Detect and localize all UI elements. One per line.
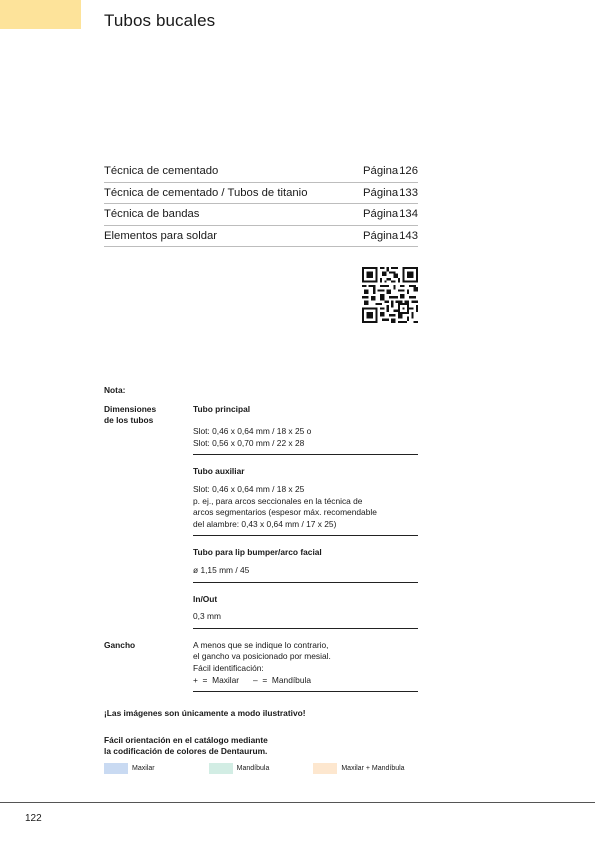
- toc-label: Técnica de cementado / Tubos de titanio: [104, 186, 308, 199]
- aux-tube-text: Slot: 0,46 x 0,64 mm / 18 x 25: [193, 483, 305, 494]
- header-color-tab: [0, 0, 81, 29]
- aux-tube-text: p. ej., para arcos seccionales en la técnica de: [193, 495, 363, 506]
- toc-page-word: Página: [363, 229, 399, 242]
- nota-label: Nota:: [104, 385, 126, 395]
- main-tube-slot: Slot: 0,46 x 0,64 mm / 18 x 25 o: [193, 426, 312, 437]
- hook-text: el gancho va posicionado por mesial.: [193, 651, 331, 662]
- toc-row[interactable]: [104, 204, 418, 226]
- toc-page-number: 133: [399, 186, 418, 199]
- aux-tube-text: del alambre: 0,43 x 0,64 mm / 17 x 25): [193, 518, 337, 529]
- hook-block: [193, 640, 418, 692]
- legend-item-maxilar-mandibula: [313, 763, 418, 774]
- hook-identification: + = Maxilar – = Mandíbula: [193, 674, 312, 685]
- hook-row: [104, 640, 418, 708]
- main-tube-heading: Tubo principal: [193, 403, 251, 414]
- toc-page-word: Página: [363, 186, 399, 199]
- legend-label: Mandíbula: [236, 764, 270, 772]
- dimensions-key-line: de los tubos: [104, 415, 154, 426]
- hook-text: A menos que se indique lo contrario,: [193, 639, 329, 650]
- notes-section: [104, 385, 418, 774]
- toc-label: Elementos para soldar: [104, 229, 218, 242]
- in-out-heading: In/Out: [193, 593, 218, 604]
- dimensions-key-line: Dimensiones: [104, 403, 157, 414]
- lip-bumper-text: ø 1,15 mm / 45: [193, 564, 250, 575]
- qr-code-icon[interactable]: [362, 267, 418, 323]
- in-out-block: [193, 594, 418, 629]
- legend-swatch: [209, 763, 233, 774]
- color-legend: [104, 763, 418, 774]
- hook-text: Fácil identificación:: [193, 662, 264, 673]
- toc-row[interactable]: [104, 226, 418, 248]
- aux-tube-heading: Tubo auxiliar: [193, 466, 245, 477]
- legend-swatch: [104, 763, 128, 774]
- legend-label: Maxilar + Mandíbula: [341, 764, 405, 772]
- toc-page-word: Página: [363, 208, 399, 221]
- lip-bumper-block: [193, 547, 418, 582]
- aux-tube-block: [193, 466, 418, 536]
- lip-bumper-heading: Tubo para lip bumper/arco facial: [193, 547, 322, 558]
- toc-label: Técnica de cementado: [104, 165, 219, 178]
- main-tube-slot: Slot: 0,56 x 0,70 mm / 22 x 28: [193, 437, 305, 448]
- dimensions-body: [193, 404, 418, 640]
- dimensions-row: [104, 404, 418, 640]
- orientation-line: Fácil orientación en el catálogo mediante: [104, 734, 268, 745]
- orientation-line: la codificación de colores de Dentaurum.: [104, 746, 268, 757]
- toc-page-number: 126: [399, 165, 418, 178]
- in-out-text: 0,3 mm: [193, 611, 221, 622]
- page-number: 122: [25, 813, 42, 824]
- hook-body: [193, 640, 418, 708]
- legend-item-maxilar: [104, 763, 209, 774]
- orientation-note: [104, 735, 418, 758]
- aux-tube-text: arcos segmentarios (espesor máx. recomendable: [193, 507, 377, 518]
- toc-page-number: 143: [399, 229, 418, 242]
- main-tube-block: [193, 404, 418, 456]
- toc-row[interactable]: [104, 183, 418, 205]
- toc-page-word: Página: [363, 165, 399, 178]
- toc-page-number: 134: [399, 208, 418, 221]
- table-of-contents: [104, 161, 418, 247]
- footer-divider: [0, 802, 595, 803]
- legend-item-mandibula: [209, 763, 314, 774]
- dimensions-key: [104, 404, 193, 640]
- page-title: Tubos bucales: [104, 11, 216, 30]
- legend-swatch: [313, 763, 337, 774]
- hook-key: Gancho: [104, 639, 136, 650]
- toc-label: Técnica de bandas: [104, 208, 200, 221]
- legend-label: Maxilar: [132, 764, 155, 772]
- toc-row[interactable]: [104, 161, 418, 183]
- illustrative-disclaimer: ¡Las imágenes son únicamente a modo ilustrativo!: [104, 708, 306, 719]
